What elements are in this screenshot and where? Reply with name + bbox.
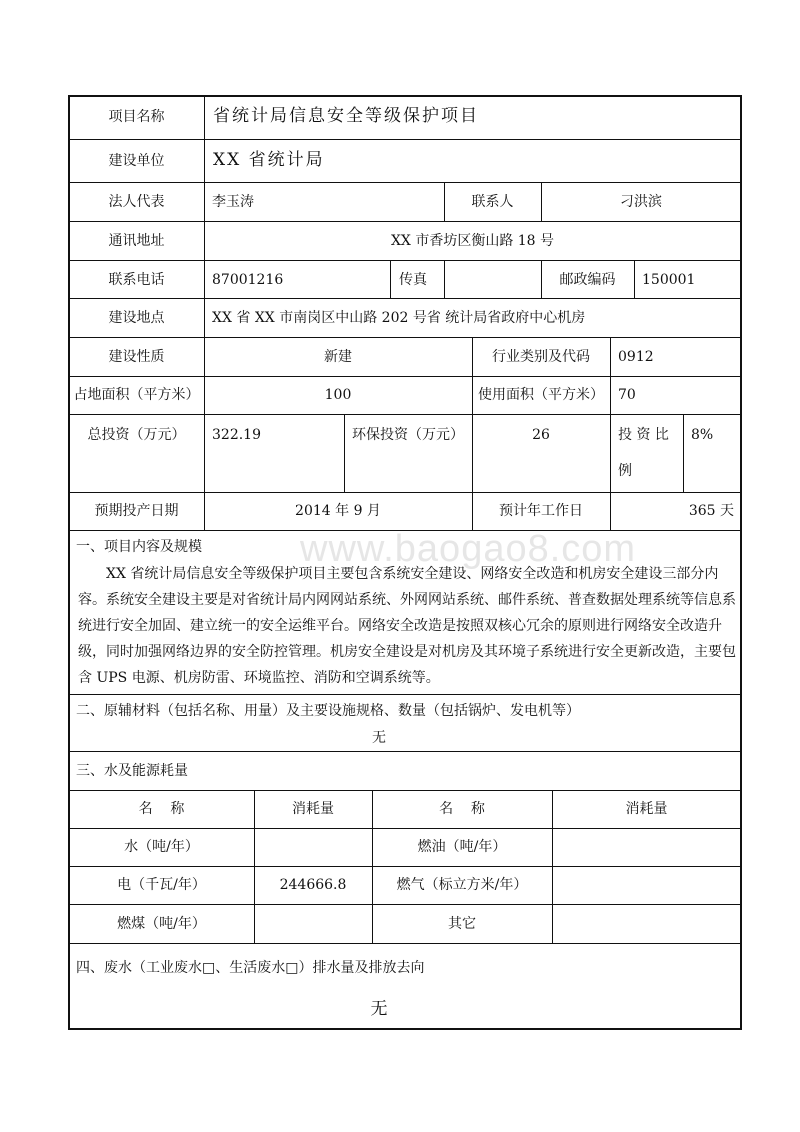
divider — [390, 260, 391, 298]
section4-title: 四、废水（工业废水□、生活废水□）排水量及排放去向 — [76, 960, 425, 976]
nature-label: 建设性质 — [108, 349, 165, 365]
divider — [69, 139, 741, 140]
section3-title: 三、水及能源耗量 — [76, 763, 188, 779]
contact-label: 联系人 — [471, 194, 514, 210]
divider — [683, 414, 684, 492]
divider — [69, 337, 741, 338]
divider — [69, 694, 741, 695]
date-value: 2014 年 9 月 — [295, 503, 381, 519]
energy-gas-label: 燃气（标立方米/年） — [396, 877, 528, 893]
project-name-label: 项目名称 — [108, 109, 165, 125]
divider — [69, 943, 741, 944]
industry-value: 0912 — [618, 349, 654, 365]
energy-power-label: 电（千瓦/年） — [117, 877, 206, 893]
ratio-label-2: 例 — [618, 463, 632, 479]
workdays-label: 预计年工作日 — [499, 503, 583, 519]
energy-header-name-2: 名 称 — [439, 801, 485, 817]
energy-header-name: 名 称 — [138, 801, 185, 817]
postcode-value: 150001 — [642, 272, 696, 288]
energy-coal-label: 燃煤（吨/年） — [117, 916, 206, 932]
builder-value: XX 省统计局 — [213, 150, 325, 170]
divider — [69, 182, 741, 183]
divider — [69, 298, 741, 299]
divider — [69, 790, 741, 791]
divider — [69, 414, 741, 415]
date-label: 预期投产日期 — [94, 503, 179, 519]
env-invest-label: 环保投资（万元） — [352, 427, 464, 443]
section2-title: 二、原辅材料（包括名称、用量）及主要设施规格、数量（包括锅炉、发电机等） — [76, 703, 580, 719]
divider — [344, 414, 345, 492]
use-area-value: 70 — [618, 387, 636, 403]
phone-value: 87001216 — [212, 272, 284, 288]
address-value: XX 市香坊区衡山路 18 号 — [390, 233, 555, 249]
section2-value: 无 — [372, 730, 386, 746]
area-label: 占地面积（平方米） — [73, 387, 200, 403]
ratio-label: 投 资 比 — [618, 427, 669, 443]
divider — [444, 260, 445, 298]
divider — [204, 96, 205, 530]
fax-label: 传真 — [399, 272, 427, 288]
legal-rep-value: 李玉涛 — [212, 194, 254, 210]
divider — [69, 260, 741, 261]
divider — [69, 492, 741, 493]
section1-body — [78, 561, 738, 691]
postcode-label: 邮政编码 — [559, 272, 616, 288]
section4-value: 无 — [370, 999, 388, 1019]
section1-title: 一、项目内容及规模 — [76, 539, 202, 555]
industry-label: 行业类别及代码 — [492, 349, 590, 365]
builder-label: 建设单位 — [108, 153, 165, 169]
divider — [69, 828, 741, 829]
watermark: www.baogao8.com — [300, 528, 637, 570]
section1-paragraph: XX 省统计局信息安全等级保护项目主要包含系统安全建设、网络安全改造和机房安全建设三部分内容。系统安全建设主要是对省统计局内网网站系统、外网网站系统、邮件系统、普查数据处理系统等信息系统进行安全加固、建立统一的安全运维平台。网络安全改造是按照双核心冗余的原则进行网络安全改造升级，同时加强网络边界的安全防控管理。机房安全建设是对机房及其环境子系统进行安全更新改造，主要包含 UPS 电源、机房防雷、环境监控、消防和空调系统等。 — [78, 566, 736, 686]
workdays-value: 365 天 — [688, 503, 734, 519]
use-area-label: 使用面积（平方米） — [478, 387, 604, 403]
legal-rep-label: 法人代表 — [108, 194, 165, 210]
energy-header-amount: 消耗量 — [292, 801, 334, 817]
energy-header-amount-2: 消耗量 — [625, 801, 668, 817]
energy-power-value: 244666.8 — [279, 877, 347, 893]
divider — [69, 866, 741, 867]
nature-value: 新建 — [324, 349, 352, 365]
invest-label: 总投资（万元） — [87, 427, 186, 443]
divider — [69, 751, 741, 752]
area-value: 100 — [324, 387, 352, 403]
divider — [69, 904, 741, 905]
divider — [634, 260, 635, 298]
energy-oil-label: 燃油（吨/年） — [417, 839, 507, 855]
address-label: 通讯地址 — [108, 233, 165, 249]
site-label: 建设地点 — [108, 310, 165, 326]
energy-other-label: 其它 — [448, 916, 476, 932]
energy-water-label: 水（吨/年） — [124, 839, 199, 855]
divider — [69, 221, 741, 222]
env-invest-value: 26 — [532, 427, 550, 443]
invest-value: 322.19 — [212, 427, 261, 443]
ratio-value: 8% — [691, 427, 714, 443]
phone-label: 联系电话 — [108, 272, 165, 288]
project-name-value: 省统计局信息安全等级保护项目 — [213, 106, 479, 126]
site-value: XX 省 XX 市南岗区中山路 202 号省 统计局省政府中心机房 — [212, 310, 586, 326]
contact-value: 刁洪滨 — [620, 194, 662, 210]
divider — [69, 376, 741, 377]
